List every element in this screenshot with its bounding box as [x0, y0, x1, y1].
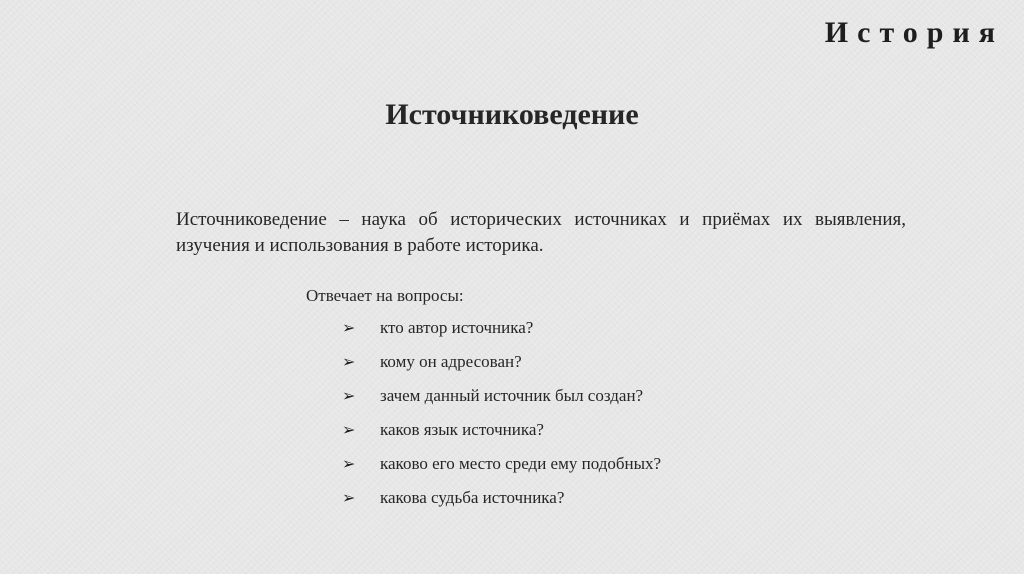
- arrow-right-icon: ➢: [342, 488, 356, 507]
- arrow-right-icon: ➢: [342, 318, 356, 337]
- slide-title: Источниковедение: [385, 98, 639, 131]
- question-item: [342, 453, 806, 487]
- arrow-right-icon: ➢: [342, 386, 356, 405]
- question-text: зачем данный источник был создан?: [380, 386, 644, 405]
- corner-title: История: [824, 16, 1004, 49]
- question-text: кому он адресован?: [380, 352, 522, 371]
- definition-text: Источниковедение – наука об исторических источниках и приёмах их выявления, изучения и использования в работе историка.: [176, 209, 906, 256]
- question-text: кто автор источника?: [380, 318, 534, 337]
- arrow-right-icon: ➢: [342, 420, 356, 439]
- arrow-right-icon: ➢: [342, 352, 356, 371]
- question-item: [342, 487, 806, 521]
- question-text: каково его место среди ему подобных?: [380, 454, 662, 473]
- question-item: [342, 385, 806, 419]
- question-item: [342, 419, 806, 453]
- question-list: [306, 317, 806, 521]
- question-item: [342, 351, 806, 385]
- question-text: каков язык источника?: [380, 420, 544, 439]
- questions-intro: Отвечает на вопросы:: [306, 286, 464, 305]
- questions-block: [306, 285, 806, 521]
- question-text: какова судьба источника?: [380, 488, 565, 507]
- arrow-right-icon: ➢: [342, 454, 356, 473]
- question-item: [342, 317, 806, 351]
